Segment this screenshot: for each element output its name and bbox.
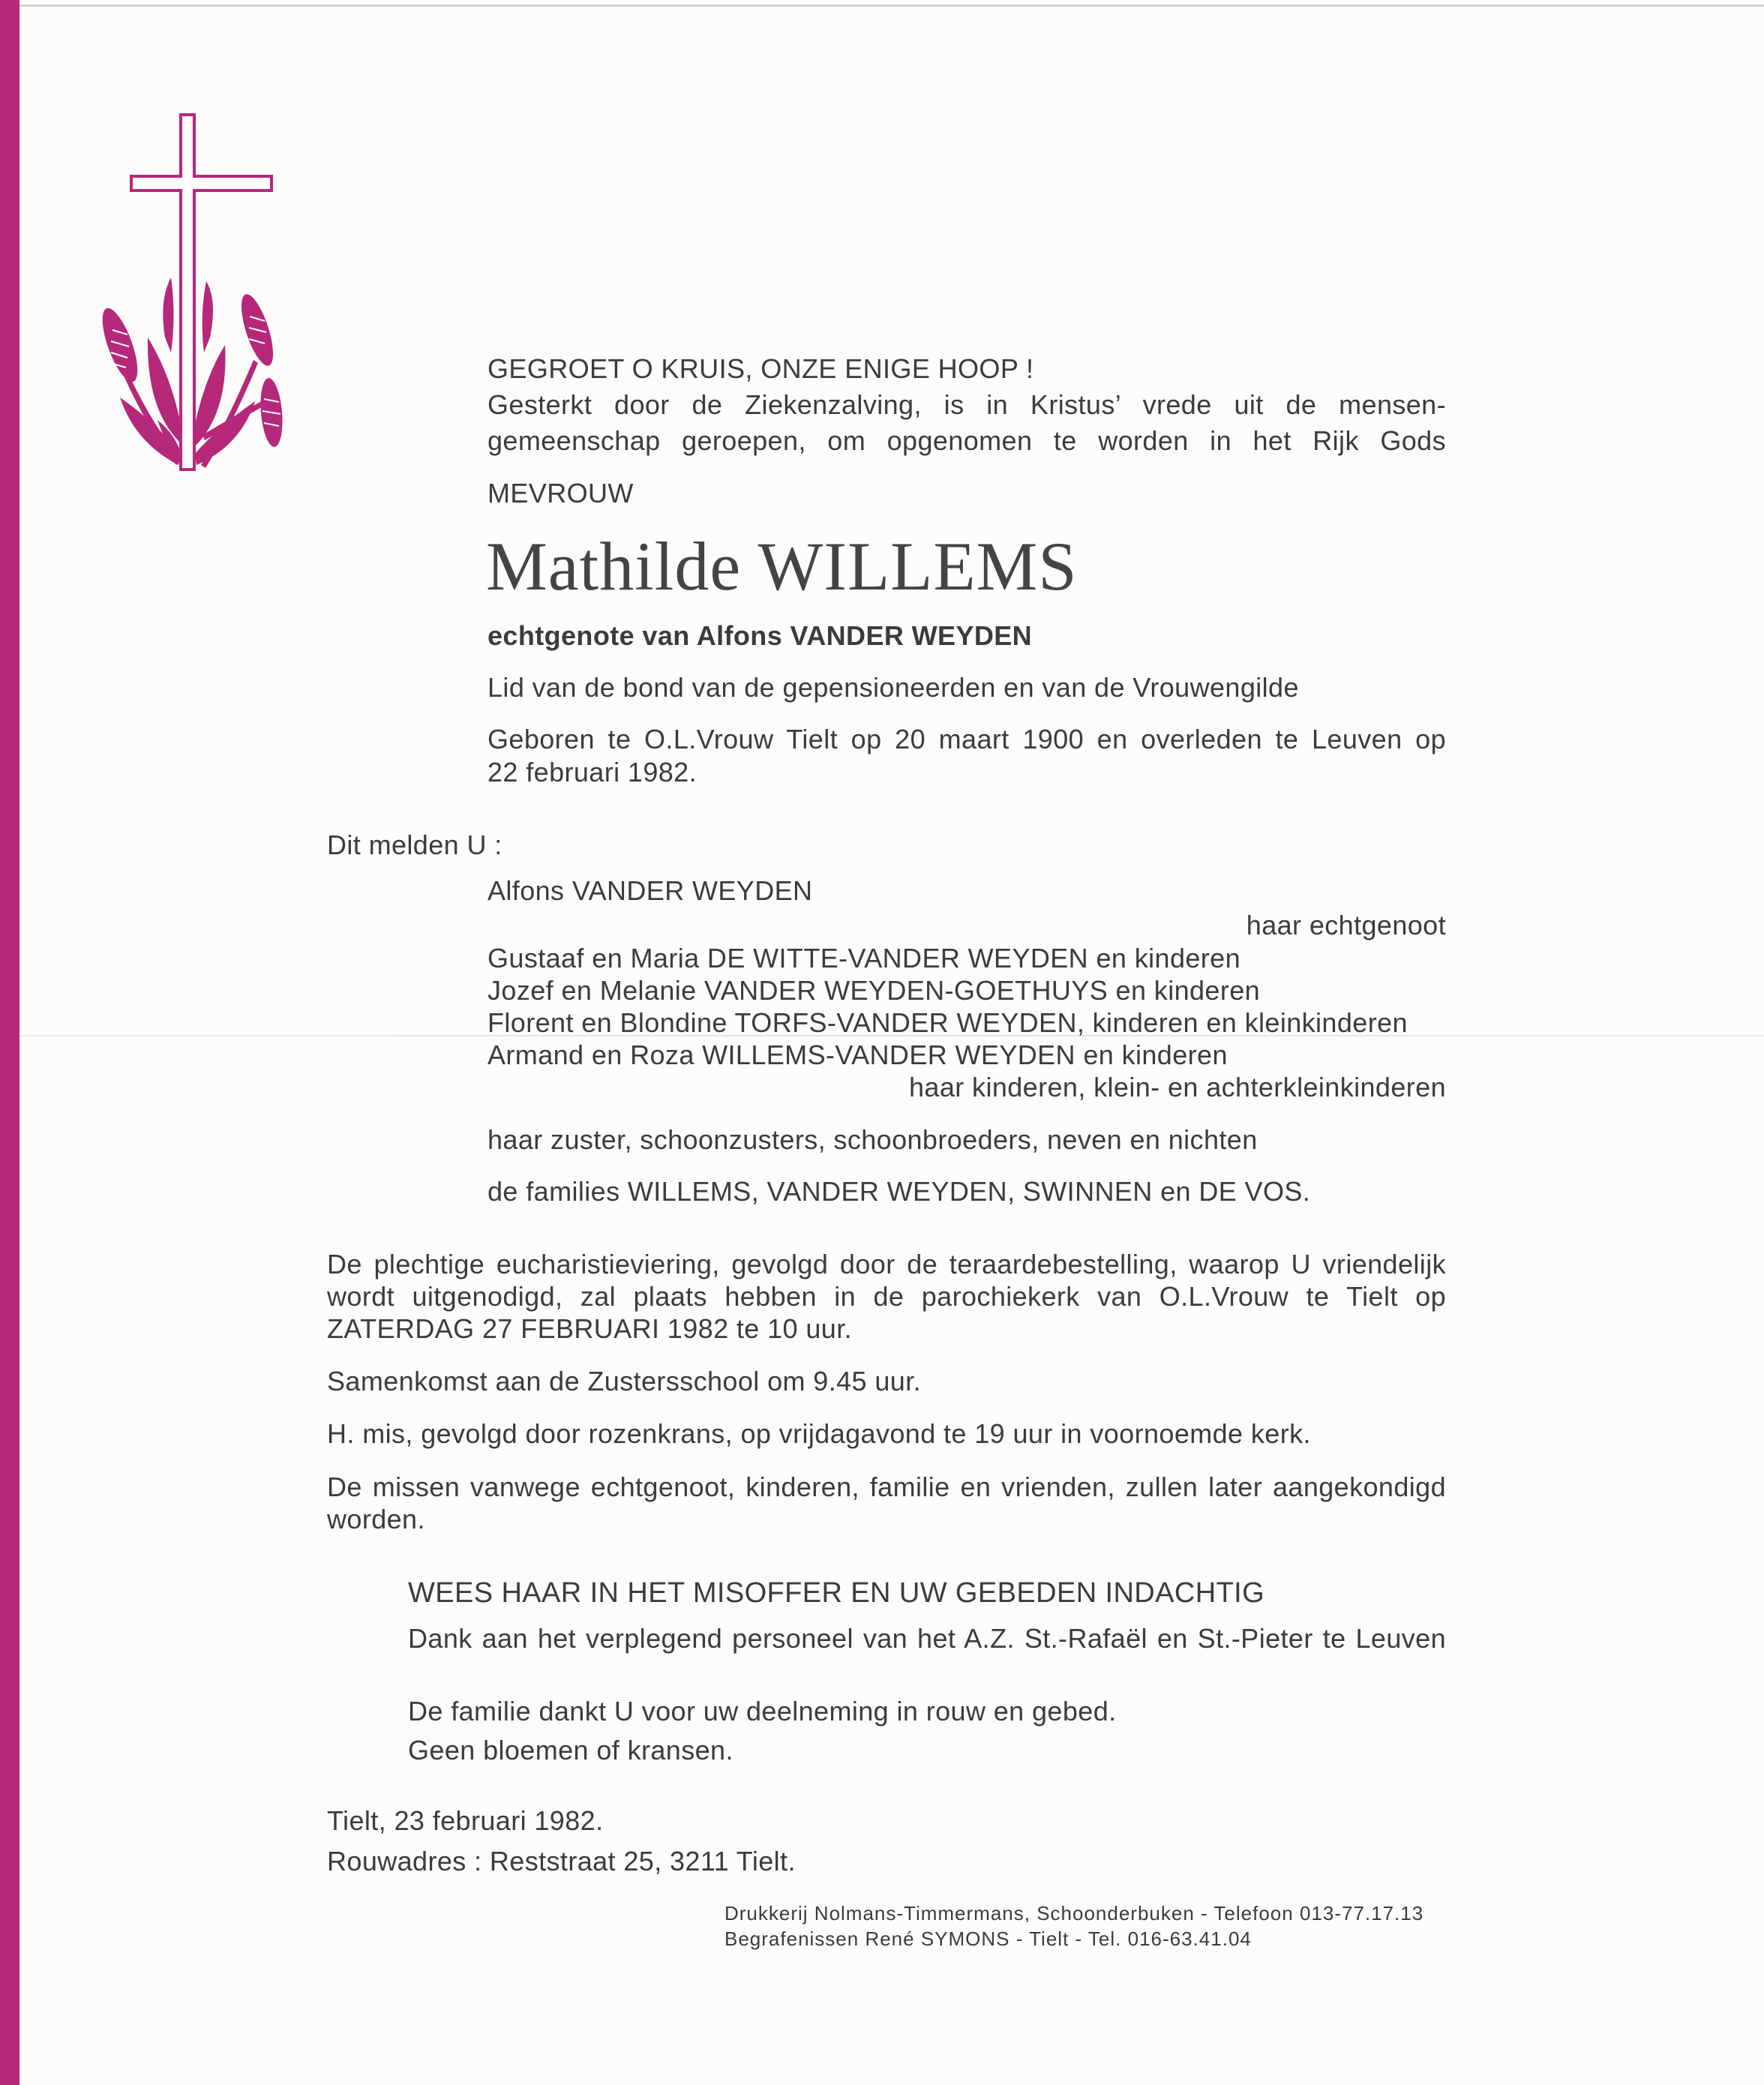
magenta-edge-strip <box>0 0 20 2085</box>
membership-line: Lid van de bond van de gepensioneerden en van de Vrouwengilde <box>488 672 1299 703</box>
announcers-intro: Dit melden U : <box>327 830 502 860</box>
masses-line-2: worden. <box>327 1504 425 1534</box>
birth-death-line-2: 22 februari 1982. <box>488 757 697 788</box>
child-entry: Jozef en Melanie VANDER WEYDEN-GOETHUYS en kinderen <box>488 975 1261 1006</box>
mass-line: H. mis, gevolgd door rozenkrans, op vrijdagavond te 19 uur in voornoemde kerk. <box>327 1418 1311 1449</box>
thanks-staff-line: Dank aan het verplegend personeel van het A.Z. St.-Rafaël en St.-Pieter te Leuven <box>408 1623 1446 1654</box>
children-role: haar kinderen, klein- en achterkleinkinderen <box>908 1072 1446 1102</box>
relatives-line: haar zuster, schoonzusters, schoonbroeders, neven en nichten <box>488 1124 1258 1155</box>
no-flowers-line: Geen bloemen of kransen. <box>408 1735 734 1766</box>
intro-line-2: gemeenschap geroepen, om opgenomen te worden in het Rijk Gods <box>488 425 1446 456</box>
spouse-role: haar echtgenoot <box>1246 910 1446 940</box>
deceased-name: Mathilde WILLEMS <box>486 528 1078 604</box>
remember-line: WEES HAAR IN HET MISOFFER EN UW GEBEDEN INDACHTIG <box>408 1577 1265 1609</box>
birth-death-line-1: Geboren te O.L.Vrouw Tielt op 20 maart 1900 en overleden te Leuven op <box>488 724 1446 754</box>
child-entry: Florent en Blondine TORFS-VANDER WEYDEN, kinderen en kleinkinderen <box>488 1007 1408 1038</box>
greeting-line: GEGROET O KRUIS, ONZE ENIGE HOOP ! <box>488 353 1034 384</box>
printer-line: Drukkerij Nolmans-Timmermans, Schoonderbuken - Telefoon 013-77.17.13 <box>724 1902 1424 1924</box>
spouse-name: Alfons VANDER WEYDEN <box>488 875 813 906</box>
intro-line-1: Gesterkt door de Ziekenzalving, is in Kristus’ vrede uit de mensen- <box>488 389 1446 420</box>
salutation: MEVROUW <box>488 478 634 508</box>
masses-line-1: De missen vanwege echtgenoot, kinderen, familie en vrienden, zullen later aangekondigd <box>327 1472 1446 1502</box>
families-line: de families WILLEMS, VANDER WEYDEN, SWINNEN en DE VOS. <box>488 1176 1311 1207</box>
place-date-line: Tielt, 23 februari 1982. <box>327 1805 604 1836</box>
undertaker-line: Begrafenissen René SYMONS - Tielt - Tel. 016-63.41.04 <box>724 1928 1252 1950</box>
ceremony-line-2: wordt uitgenodigd, zal plaats hebben in de parochiekerk van O.L.Vrouw te Tielt op <box>327 1281 1446 1312</box>
ceremony-line-3: ZATERDAG 27 FEBRUARI 1982 te 10 uur. <box>327 1313 853 1344</box>
cross-with-wheat-icon <box>75 112 300 472</box>
child-entry: Gustaaf en Maria DE WITTE-VANDER WEYDEN en kinderen <box>488 943 1241 974</box>
spouse-line: echtgenote van Alfons VANDER WEYDEN <box>488 620 1033 651</box>
ceremony-line-1: De plechtige eucharistieviering, gevolgd door de teraardebestelling, waarop U vriendelijk <box>327 1249 1446 1280</box>
top-edge-line <box>20 4 1764 7</box>
gathering-line: Samenkomst aan de Zustersschool om 9.45 uur. <box>327 1366 922 1396</box>
child-entry: Armand en Roza WILLEMS-VANDER WEYDEN en kinderen <box>488 1040 1228 1070</box>
address-line: Rouwadres : Reststraat 25, 3211 Tielt. <box>327 1846 796 1876</box>
thanks-family-line: De familie dankt U voor uw deelneming in rouw en gebed. <box>408 1696 1117 1726</box>
